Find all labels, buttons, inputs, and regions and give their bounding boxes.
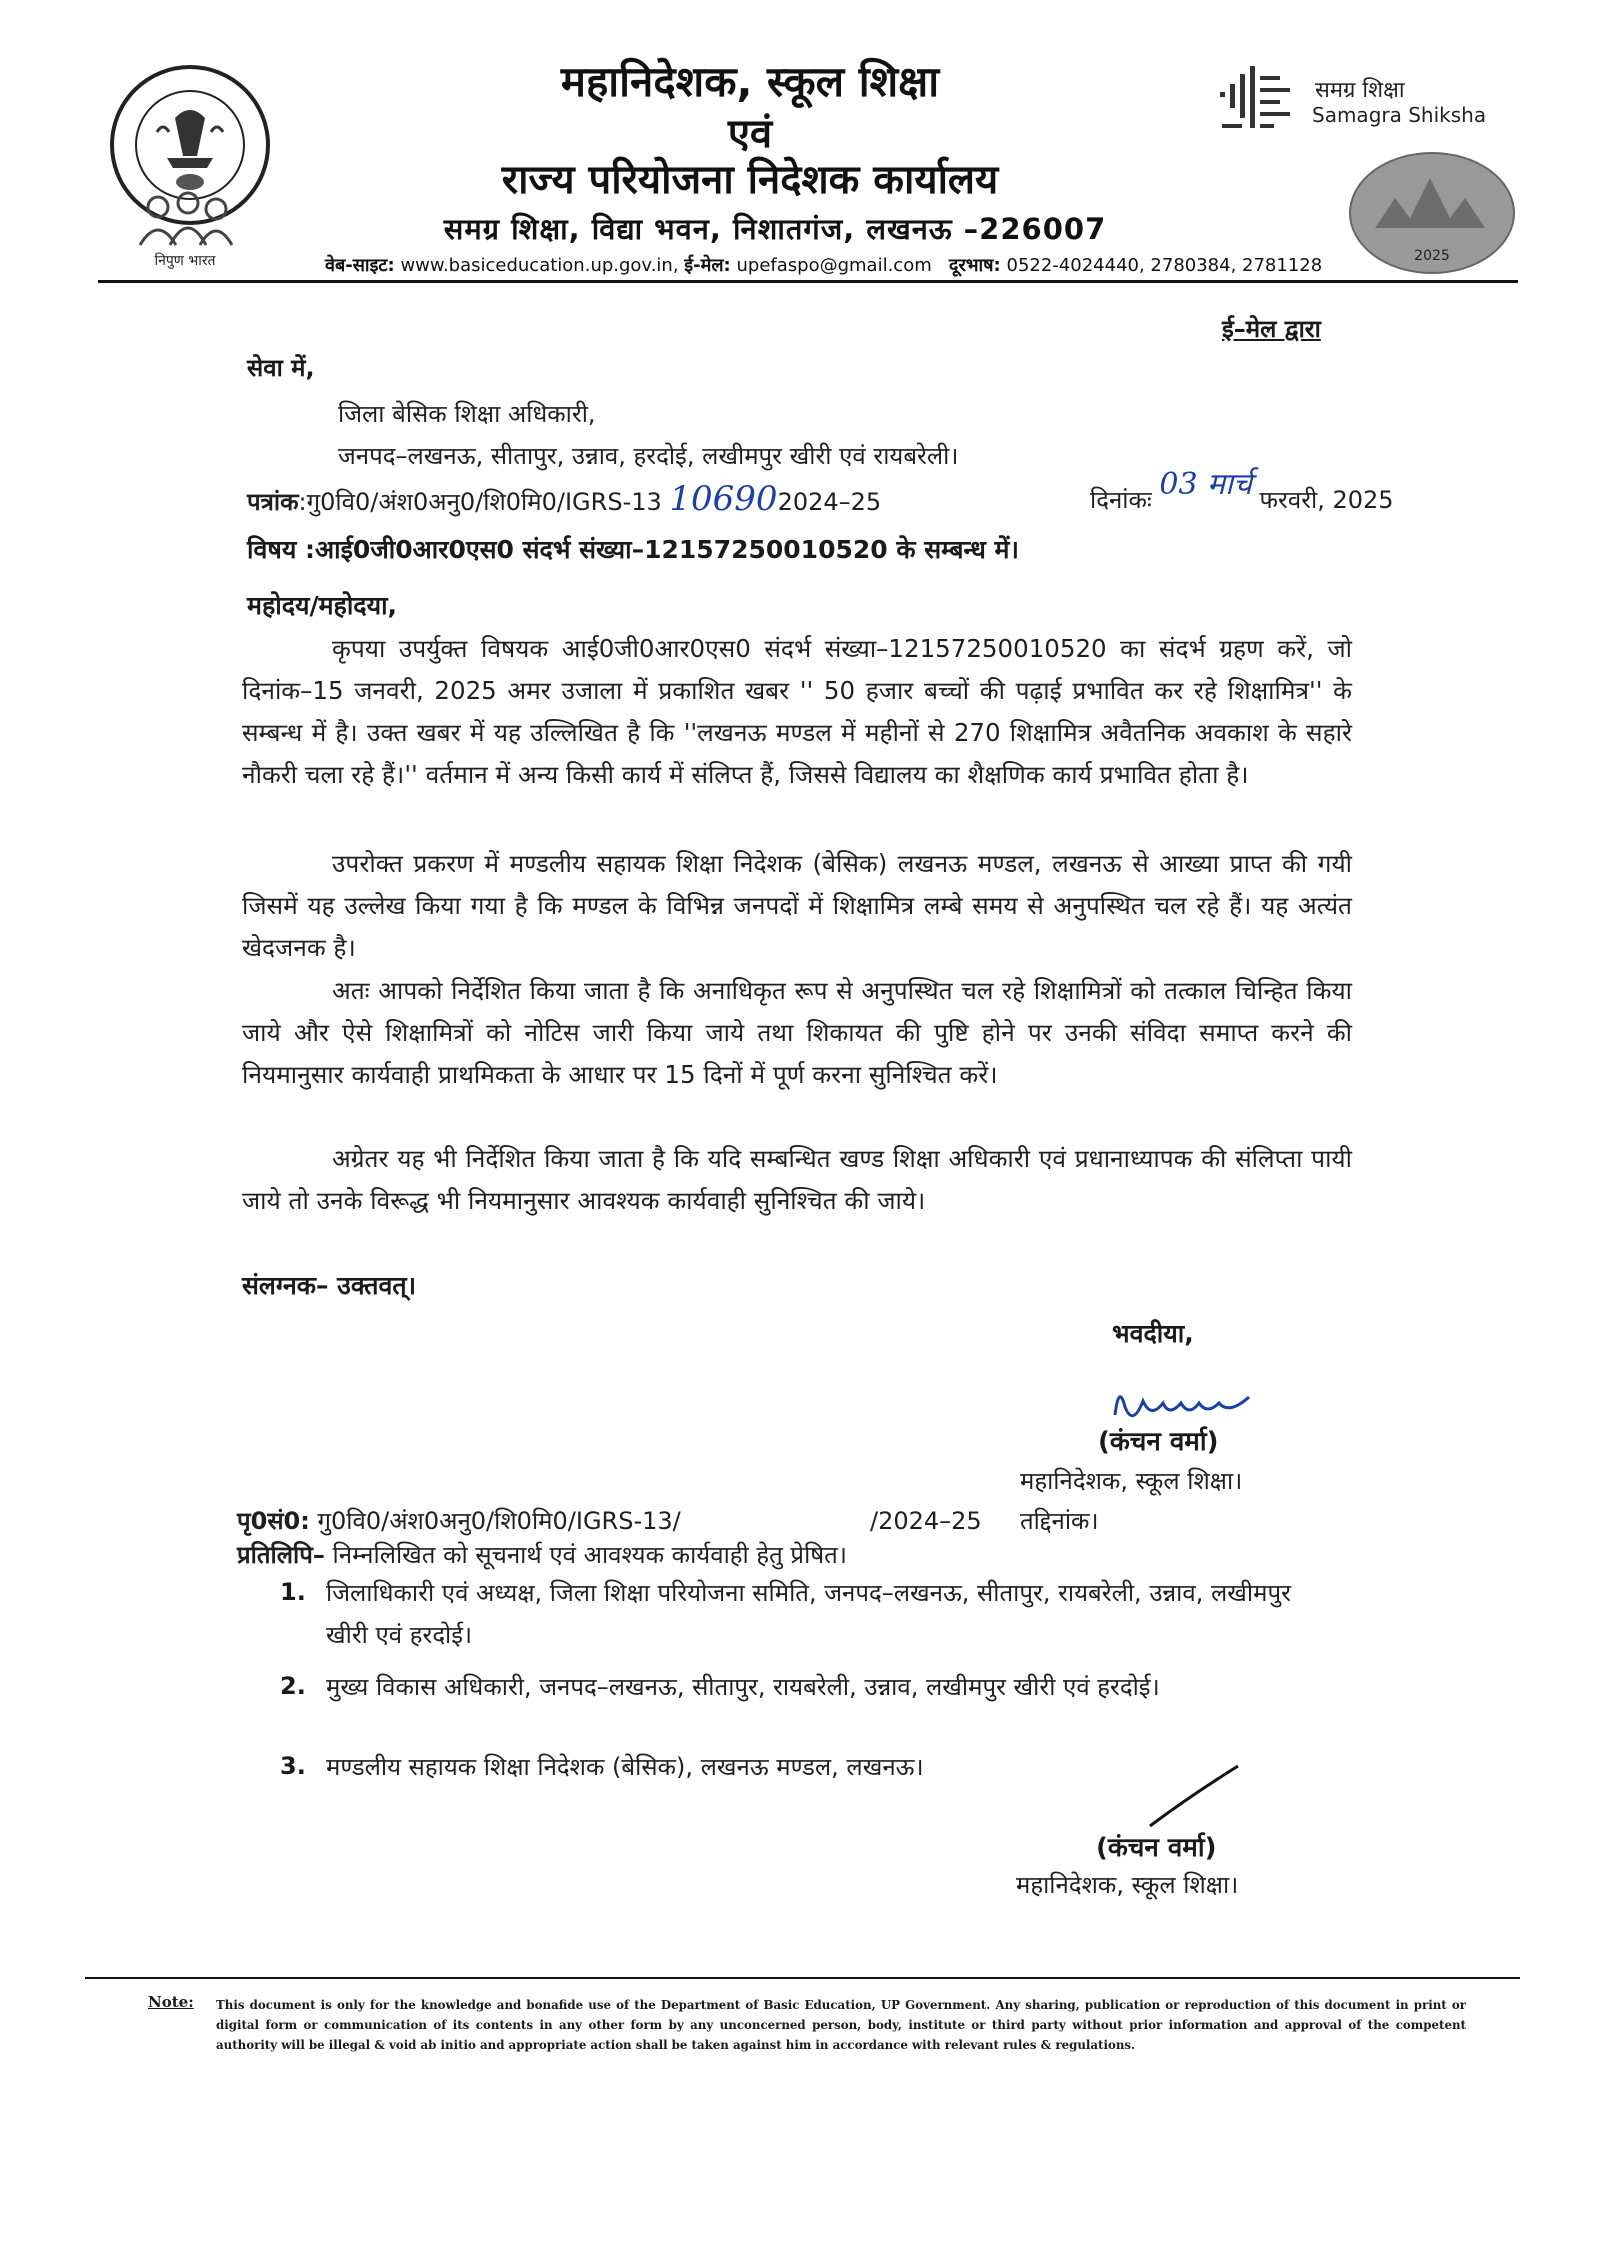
copy-item-3-text: मण्डलीय सहायक शिक्षा निदेशक (बेसिक), लखनऊ मण्डल, लखनऊ। [326,1753,924,1781]
copy-intro-line [237,1534,847,1576]
addressee-line1: जिला बेसिक शिक्षा अधिकारी, [338,400,596,428]
office-title-line2: एवं [727,111,773,157]
copy-date: तद्दिनांक। [1020,1507,1099,1535]
website-label: वेब-साइट: [325,255,395,276]
paragraph-4-text: अग्रेतर यह भी निर्देशित किया जाता है कि यदि सम्बन्धित खण्ड शिक्षा अधिकारी एवं प्रधानाध्यापक की संलिप्ता पायी जाये तो उनके विरूद्ध भी नियमानुसार आवश्यक कार्यवाही सुनिश्चित की जाये। [242,1144,1352,1215]
ref-number: :गु0वि0/अंश0अनु0/शि0मि0/IGRS-13 [298,488,662,516]
reference-line [247,478,881,523]
copy-ref-number: गु0वि0/अंश0अनु0/शि0मि0/IGRS-13/ [317,1507,681,1535]
copy-signatory-name: (कंचन वर्मा) [1096,1833,1217,1863]
date-handwritten: 03 मार्च [1159,467,1252,502]
subject-line: विषय :आई0जी0आर0एस0 संदर्भ संख्या–12157250010520 के सम्बन्ध में। [247,535,1019,564]
phone-label: दूरभाष: [948,255,1001,276]
signature-2 [1110,1760,1250,1830]
copy-item-2-text: मुख्य विकास अधिकारी, जनपद–लखनऊ, सीतापुर, रायबरेली, उन्नाव, लखीमपुर खीरी एवं हरदोई। [326,1673,1160,1701]
copy-item-2-number: 2. [280,1672,306,1700]
ref-handwritten-number: 10690 [669,479,778,519]
body-paragraph-2 [242,843,1352,969]
badge-year: 2025 [1414,248,1450,264]
copy-item-1-text: जिलाधिकारी एवं अध्यक्ष, जिला शिक्षा परियोजना समिति, जनपद–लखनऊ, सीतापुर, रायबरेली, उन्नाव, लखीमपुर खीरी एवं हरदोई। [326,1579,1291,1649]
paragraph-1-text: कृपया उपर्युक्त विषयक आई0जी0आर0एस0 संदर्भ संख्या–12157250010520 का संदर्भ ग्रहण करें, जो दिनांक–15 जनवरी, 2025 अमर उजाला में प्रकाशित खबर '' 50 हजार बच्चों की पढ़ाई प्रभावित कर रहे शिक्षामित्र'' के सम्बन्ध में है। उक्त खबर में यह उल्लिखित है कि ''लखनऊ मण्डल में महीनों से 270 शिक्षामित्र अवैतनिक अवकाश के सहारे नौकरी चला रहे हैं।'' वर्तमान में अन्य किसी कार्य में संलिप्त हैं, जिससे विद्यालय का शैक्षणिक कार्य प्रभावित होता है। [242,634,1352,789]
email-label: ई-मेल: [684,255,731,276]
body-paragraph-4 [242,1138,1352,1222]
copy-ref-year: /2024–25 [870,1507,982,1535]
nipun-bharat-label: निपुण भारत [154,253,216,269]
copy-ref-label: पृ0सं0: [237,1507,310,1535]
copy-intro-text: निम्नलिखित को सूचनार्थ एवं आवश्यक कार्यवाही हेतु प्रेषित। [332,1541,847,1569]
copy-item-3-number: 3. [280,1752,306,1780]
email-link[interactable]: upefaspo@gmail.com [736,255,932,276]
website-link[interactable]: www.basiceducation.up.gov.in, [400,255,679,276]
phone-numbers: 0522-4024440, 2780384, 2781128 [1006,255,1323,276]
office-title-line3: राज्य परियोजना निदेशक कार्यालय [501,157,999,203]
office-title-line1: महानिदेशक, स्कूल शिक्षा [560,57,940,106]
date-line [1090,467,1394,521]
body-paragraph-3 [242,970,1352,1096]
header-divider [98,280,1518,283]
samagra-shiksha-english: Samagra Shiksha [1312,103,1487,127]
addressee-line2: जनपद–लखनऊ, सीतापुर, उन्नाव, हरदोई, लखीमपुर खीरी एवं रायबरेली। [338,442,959,470]
closing: भवदीया, [1112,1319,1194,1348]
enclosure-note: संलग्नक– उक्तवत्। [242,1271,417,1300]
mahakumbh-badge [1345,148,1520,278]
note-label: Note: [148,1993,194,2011]
delivery-mode: ई–मेल द्वारा [1222,315,1321,343]
contact-line [325,253,1365,277]
copy-item-1-number: 1. [280,1578,306,1606]
note-text: This document is only for the knowledge and bonafide use of the Department of Basic Education, UP Government. Any sharing, publication or reproduction of this document in print or digital form or communication of its contents in any other form by any unconcerned person, body, institute or third party without prior information and approval of the competent authority will be illegal & void ab initio and appropriate action shall be taken against him in accordance with relevant rules & regulations. [216,1998,1466,2052]
ref-year: 2024–25 [777,488,882,516]
samagra-shiksha-hindi: समग्र शिक्षा [1315,78,1405,103]
ref-label: पत्रांक [247,488,299,516]
body-paragraph-1 [242,628,1352,796]
office-address: समग्र शिक्षा, विद्या भवन, निशातगंज, लखनऊ –226007 [443,212,1107,246]
paragraph-2-text: उपरोक्त प्रकरण में मण्डलीय सहायक शिक्षा निदेशक (बेसिक) लखनऊ मण्डल, लखनऊ से आख्या प्राप्त की गयी जिसमें यह उल्लेख किया गया है कि मण्डल के विभिन्न जनपदों में शिक्षामित्र लम्बे समय से अनुपस्थित चल रहे हैं। यह अत्यंत खेदजनक है। [242,849,1352,962]
footer-divider [85,1977,1520,1979]
date-text: फरवरी, 2025 [1259,486,1394,514]
date-label: दिनांकः [1090,486,1152,514]
samagra-shiksha-logo-icon [1210,62,1305,142]
signatory-name: (कंचन वर्मा) [1098,1427,1219,1457]
copy-signatory-title: महानिदेशक, स्कूल शिक्षा। [1016,1871,1239,1899]
greeting: महोदय/महोदया, [247,591,398,620]
signatory-title: महानिदेशक, स्कूल शिक्षा। [1020,1467,1243,1495]
copy-intro-label: प्रतिलिपि– [237,1541,325,1569]
salutation-to: सेवा में, [247,354,315,382]
paragraph-3-text: अतः आपको निर्देशित किया जाता है कि अनाधिकृत रूप से अनुपस्थित चल रहे शिक्षामित्रों को तत्काल चिन्हित किया जाये और ऐसे शिक्षामित्रों को नोटिस जारी किया जाये तथा शिकायत की पुष्टि होने पर उनकी संविदा समाप्त करने की नियमानुसार कार्यवाही प्राथमिकता के आधार पर 15 दिनों में पूर्ण करना सुनिश्चित करें। [242,976,1352,1089]
